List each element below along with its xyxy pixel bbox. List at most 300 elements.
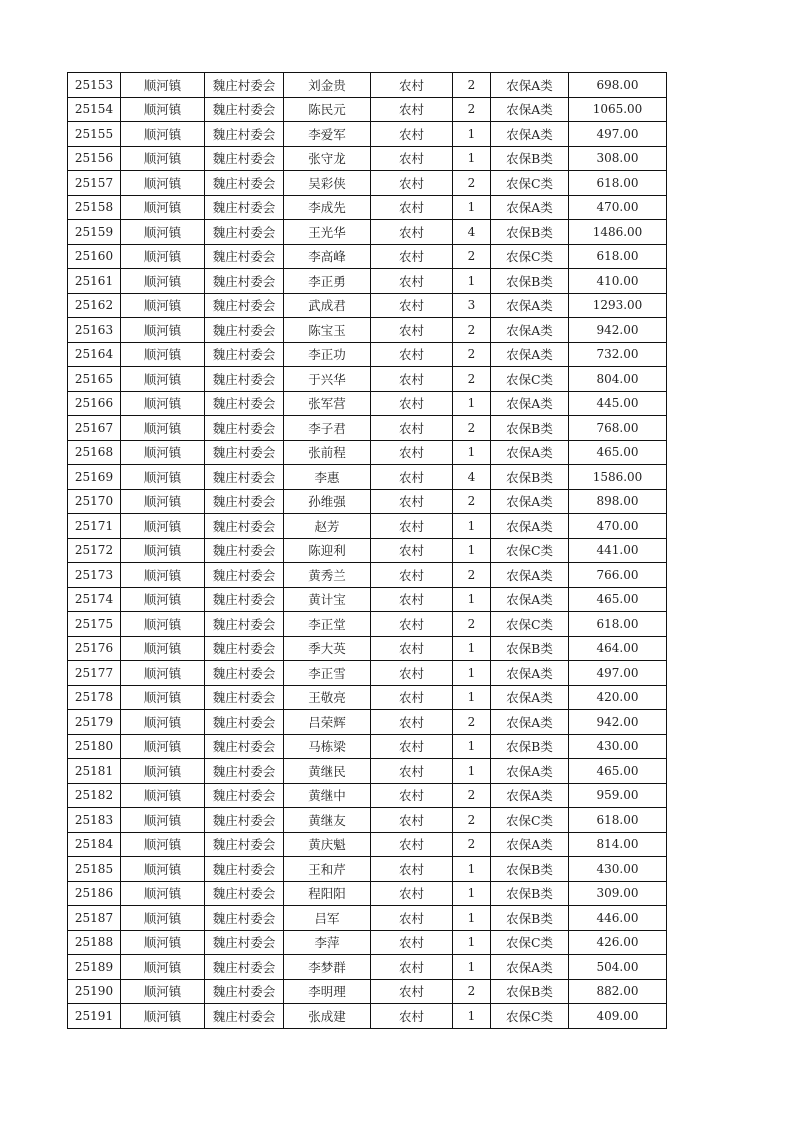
amount-cell: 465.00	[569, 440, 667, 465]
count-cell: 4	[453, 220, 491, 245]
count-cell: 2	[453, 979, 491, 1004]
table-row	[68, 808, 667, 833]
amount-cell: 618.00	[569, 612, 667, 637]
amount-cell: 465.00	[569, 759, 667, 784]
type-cell: 农村	[371, 636, 453, 661]
town-cell: 顺河镇	[121, 97, 205, 122]
name-cell: 陈民元	[284, 97, 371, 122]
amount-cell: 942.00	[569, 710, 667, 735]
category-cell: 农保A类	[491, 759, 569, 784]
village-cell: 魏庄村委会	[205, 367, 284, 392]
town-cell: 顺河镇	[121, 489, 205, 514]
data-table	[67, 72, 667, 1029]
id-cell: 25180	[68, 734, 121, 759]
count-cell: 1	[453, 759, 491, 784]
id-cell: 25154	[68, 97, 121, 122]
category-cell: 农保A类	[491, 783, 569, 808]
category-cell: 农保C类	[491, 808, 569, 833]
type-cell: 农村	[371, 391, 453, 416]
amount-cell: 1293.00	[569, 293, 667, 318]
town-cell: 顺河镇	[121, 979, 205, 1004]
village-cell: 魏庄村委会	[205, 538, 284, 563]
table-row	[68, 342, 667, 367]
table-row	[68, 881, 667, 906]
type-cell: 农村	[371, 612, 453, 637]
table-row	[68, 979, 667, 1004]
type-cell: 农村	[371, 955, 453, 980]
count-cell: 2	[453, 563, 491, 588]
id-cell: 25167	[68, 416, 121, 441]
town-cell: 顺河镇	[121, 293, 205, 318]
table-row	[68, 612, 667, 637]
village-cell: 魏庄村委会	[205, 293, 284, 318]
name-cell: 吕荣辉	[284, 710, 371, 735]
count-cell: 2	[453, 710, 491, 735]
amount-cell: 766.00	[569, 563, 667, 588]
type-cell: 农村	[371, 97, 453, 122]
count-cell: 2	[453, 489, 491, 514]
name-cell: 张军营	[284, 391, 371, 416]
amount-cell: 497.00	[569, 122, 667, 147]
name-cell: 刘金贵	[284, 73, 371, 98]
village-cell: 魏庄村委会	[205, 783, 284, 808]
id-cell: 25170	[68, 489, 121, 514]
town-cell: 顺河镇	[121, 514, 205, 539]
type-cell: 农村	[371, 710, 453, 735]
category-cell: 农保A类	[491, 685, 569, 710]
id-cell: 25178	[68, 685, 121, 710]
id-cell: 25157	[68, 171, 121, 196]
name-cell: 于兴华	[284, 367, 371, 392]
village-cell: 魏庄村委会	[205, 391, 284, 416]
table-row	[68, 832, 667, 857]
town-cell: 顺河镇	[121, 710, 205, 735]
table-row	[68, 97, 667, 122]
type-cell: 农村	[371, 220, 453, 245]
type-cell: 农村	[371, 979, 453, 1004]
count-cell: 2	[453, 342, 491, 367]
town-cell: 顺河镇	[121, 685, 205, 710]
table-row	[68, 857, 667, 882]
town-cell: 顺河镇	[121, 465, 205, 490]
amount-cell: 430.00	[569, 734, 667, 759]
category-cell: 农保B类	[491, 269, 569, 294]
amount-cell: 409.00	[569, 1004, 667, 1029]
id-cell: 25155	[68, 122, 121, 147]
type-cell: 农村	[371, 783, 453, 808]
village-cell: 魏庄村委会	[205, 685, 284, 710]
village-cell: 魏庄村委会	[205, 979, 284, 1004]
table-row	[68, 73, 667, 98]
type-cell: 农村	[371, 122, 453, 147]
category-cell: 农保C类	[491, 244, 569, 269]
type-cell: 农村	[371, 195, 453, 220]
id-cell: 25191	[68, 1004, 121, 1029]
type-cell: 农村	[371, 416, 453, 441]
id-cell: 25181	[68, 759, 121, 784]
name-cell: 王和芹	[284, 857, 371, 882]
village-cell: 魏庄村委会	[205, 881, 284, 906]
category-cell: 农保A类	[491, 661, 569, 686]
name-cell: 李萍	[284, 930, 371, 955]
amount-cell: 441.00	[569, 538, 667, 563]
town-cell: 顺河镇	[121, 587, 205, 612]
type-cell: 农村	[371, 759, 453, 784]
type-cell: 农村	[371, 73, 453, 98]
name-cell: 陈宝玉	[284, 318, 371, 343]
count-cell: 1	[453, 440, 491, 465]
type-cell: 农村	[371, 465, 453, 490]
amount-cell: 309.00	[569, 881, 667, 906]
type-cell: 农村	[371, 930, 453, 955]
amount-cell: 882.00	[569, 979, 667, 1004]
category-cell: 农保C类	[491, 930, 569, 955]
amount-cell: 814.00	[569, 832, 667, 857]
name-cell: 黄继友	[284, 808, 371, 833]
table-row	[68, 244, 667, 269]
name-cell: 李正雪	[284, 661, 371, 686]
type-cell: 农村	[371, 563, 453, 588]
amount-cell: 410.00	[569, 269, 667, 294]
count-cell: 1	[453, 146, 491, 171]
table-row	[68, 391, 667, 416]
count-cell: 2	[453, 171, 491, 196]
name-cell: 武成君	[284, 293, 371, 318]
name-cell: 王敬亮	[284, 685, 371, 710]
table-row	[68, 1004, 667, 1029]
town-cell: 顺河镇	[121, 269, 205, 294]
village-cell: 魏庄村委会	[205, 195, 284, 220]
count-cell: 1	[453, 195, 491, 220]
type-cell: 农村	[371, 881, 453, 906]
amount-cell: 1486.00	[569, 220, 667, 245]
category-cell: 农保A类	[491, 318, 569, 343]
id-cell: 25171	[68, 514, 121, 539]
count-cell: 2	[453, 612, 491, 637]
id-cell: 25160	[68, 244, 121, 269]
town-cell: 顺河镇	[121, 440, 205, 465]
table-row	[68, 269, 667, 294]
table-row	[68, 661, 667, 686]
village-cell: 魏庄村委会	[205, 489, 284, 514]
count-cell: 1	[453, 930, 491, 955]
table-row	[68, 195, 667, 220]
village-cell: 魏庄村委会	[205, 636, 284, 661]
town-cell: 顺河镇	[121, 612, 205, 637]
type-cell: 农村	[371, 832, 453, 857]
village-cell: 魏庄村委会	[205, 146, 284, 171]
category-cell: 农保C类	[491, 1004, 569, 1029]
type-cell: 农村	[371, 318, 453, 343]
village-cell: 魏庄村委会	[205, 587, 284, 612]
town-cell: 顺河镇	[121, 832, 205, 857]
table-row	[68, 146, 667, 171]
category-cell: 农保A类	[491, 122, 569, 147]
category-cell: 农保B类	[491, 220, 569, 245]
id-cell: 25174	[68, 587, 121, 612]
name-cell: 王光华	[284, 220, 371, 245]
id-cell: 25166	[68, 391, 121, 416]
town-cell: 顺河镇	[121, 318, 205, 343]
village-cell: 魏庄村委会	[205, 220, 284, 245]
name-cell: 李惠	[284, 465, 371, 490]
name-cell: 黄秀兰	[284, 563, 371, 588]
table-row	[68, 465, 667, 490]
id-cell: 25185	[68, 857, 121, 882]
table-row	[68, 367, 667, 392]
count-cell: 1	[453, 514, 491, 539]
town-cell: 顺河镇	[121, 930, 205, 955]
table-row	[68, 293, 667, 318]
type-cell: 农村	[371, 440, 453, 465]
village-cell: 魏庄村委会	[205, 269, 284, 294]
id-cell: 25168	[68, 440, 121, 465]
table-row	[68, 734, 667, 759]
category-cell: 农保B类	[491, 979, 569, 1004]
name-cell: 程阳阳	[284, 881, 371, 906]
town-cell: 顺河镇	[121, 538, 205, 563]
town-cell: 顺河镇	[121, 955, 205, 980]
town-cell: 顺河镇	[121, 146, 205, 171]
count-cell: 2	[453, 367, 491, 392]
town-cell: 顺河镇	[121, 636, 205, 661]
amount-cell: 618.00	[569, 244, 667, 269]
amount-cell: 426.00	[569, 930, 667, 955]
count-cell: 1	[453, 636, 491, 661]
name-cell: 孙维强	[284, 489, 371, 514]
id-cell: 25158	[68, 195, 121, 220]
category-cell: 农保A类	[491, 955, 569, 980]
village-cell: 魏庄村委会	[205, 734, 284, 759]
category-cell: 农保C类	[491, 171, 569, 196]
count-cell: 1	[453, 1004, 491, 1029]
category-cell: 农保B类	[491, 146, 569, 171]
amount-cell: 898.00	[569, 489, 667, 514]
type-cell: 农村	[371, 489, 453, 514]
village-cell: 魏庄村委会	[205, 832, 284, 857]
table-row	[68, 171, 667, 196]
village-cell: 魏庄村委会	[205, 97, 284, 122]
category-cell: 农保A类	[491, 710, 569, 735]
town-cell: 顺河镇	[121, 342, 205, 367]
name-cell: 李高峰	[284, 244, 371, 269]
count-cell: 3	[453, 293, 491, 318]
name-cell: 李爱军	[284, 122, 371, 147]
count-cell: 2	[453, 97, 491, 122]
village-cell: 魏庄村委会	[205, 612, 284, 637]
count-cell: 1	[453, 857, 491, 882]
type-cell: 农村	[371, 808, 453, 833]
town-cell: 顺河镇	[121, 416, 205, 441]
type-cell: 农村	[371, 269, 453, 294]
type-cell: 农村	[371, 171, 453, 196]
town-cell: 顺河镇	[121, 906, 205, 931]
type-cell: 农村	[371, 587, 453, 612]
amount-cell: 1586.00	[569, 465, 667, 490]
village-cell: 魏庄村委会	[205, 661, 284, 686]
town-cell: 顺河镇	[121, 195, 205, 220]
type-cell: 农村	[371, 685, 453, 710]
category-cell: 农保A类	[491, 832, 569, 857]
type-cell: 农村	[371, 293, 453, 318]
amount-cell: 942.00	[569, 318, 667, 343]
village-cell: 魏庄村委会	[205, 416, 284, 441]
name-cell: 季大英	[284, 636, 371, 661]
village-cell: 魏庄村委会	[205, 710, 284, 735]
town-cell: 顺河镇	[121, 367, 205, 392]
id-cell: 25183	[68, 808, 121, 833]
count-cell: 2	[453, 244, 491, 269]
town-cell: 顺河镇	[121, 783, 205, 808]
name-cell: 李梦群	[284, 955, 371, 980]
category-cell: 农保B类	[491, 416, 569, 441]
count-cell: 1	[453, 269, 491, 294]
amount-cell: 504.00	[569, 955, 667, 980]
count-cell: 1	[453, 538, 491, 563]
village-cell: 魏庄村委会	[205, 465, 284, 490]
category-cell: 农保B类	[491, 857, 569, 882]
count-cell: 1	[453, 391, 491, 416]
category-cell: 农保A类	[491, 563, 569, 588]
amount-cell: 470.00	[569, 514, 667, 539]
village-cell: 魏庄村委会	[205, 514, 284, 539]
id-cell: 25156	[68, 146, 121, 171]
name-cell: 马栋梁	[284, 734, 371, 759]
village-cell: 魏庄村委会	[205, 440, 284, 465]
category-cell: 农保C类	[491, 538, 569, 563]
village-cell: 魏庄村委会	[205, 1004, 284, 1029]
category-cell: 农保A类	[491, 342, 569, 367]
town-cell: 顺河镇	[121, 171, 205, 196]
id-cell: 25187	[68, 906, 121, 931]
id-cell: 25162	[68, 293, 121, 318]
table-row	[68, 563, 667, 588]
id-cell: 25169	[68, 465, 121, 490]
amount-cell: 308.00	[569, 146, 667, 171]
village-cell: 魏庄村委会	[205, 857, 284, 882]
amount-cell: 1065.00	[569, 97, 667, 122]
count-cell: 4	[453, 465, 491, 490]
table-row	[68, 220, 667, 245]
amount-cell: 420.00	[569, 685, 667, 710]
table-row	[68, 538, 667, 563]
table-row	[68, 514, 667, 539]
name-cell: 李正勇	[284, 269, 371, 294]
id-cell: 25176	[68, 636, 121, 661]
id-cell: 25184	[68, 832, 121, 857]
type-cell: 农村	[371, 146, 453, 171]
id-cell: 25182	[68, 783, 121, 808]
type-cell: 农村	[371, 661, 453, 686]
id-cell: 25188	[68, 930, 121, 955]
table-row	[68, 318, 667, 343]
town-cell: 顺河镇	[121, 661, 205, 686]
town-cell: 顺河镇	[121, 244, 205, 269]
village-cell: 魏庄村委会	[205, 906, 284, 931]
type-cell: 农村	[371, 538, 453, 563]
table-row	[68, 636, 667, 661]
name-cell: 黄继民	[284, 759, 371, 784]
table-row	[68, 759, 667, 784]
count-cell: 2	[453, 783, 491, 808]
category-cell: 农保A类	[491, 514, 569, 539]
count-cell: 2	[453, 808, 491, 833]
town-cell: 顺河镇	[121, 1004, 205, 1029]
name-cell: 李明理	[284, 979, 371, 1004]
name-cell: 吕军	[284, 906, 371, 931]
village-cell: 魏庄村委会	[205, 930, 284, 955]
id-cell: 25159	[68, 220, 121, 245]
id-cell: 25165	[68, 367, 121, 392]
table-row	[68, 685, 667, 710]
category-cell: 农保B类	[491, 636, 569, 661]
amount-cell: 804.00	[569, 367, 667, 392]
id-cell: 25163	[68, 318, 121, 343]
category-cell: 农保B类	[491, 906, 569, 931]
id-cell: 25177	[68, 661, 121, 686]
village-cell: 魏庄村委会	[205, 342, 284, 367]
amount-cell: 698.00	[569, 73, 667, 98]
category-cell: 农保B类	[491, 734, 569, 759]
table-row	[68, 906, 667, 931]
name-cell: 李成先	[284, 195, 371, 220]
type-cell: 农村	[371, 857, 453, 882]
amount-cell: 732.00	[569, 342, 667, 367]
name-cell: 赵芳	[284, 514, 371, 539]
count-cell: 1	[453, 955, 491, 980]
village-cell: 魏庄村委会	[205, 122, 284, 147]
category-cell: 农保C类	[491, 367, 569, 392]
id-cell: 25190	[68, 979, 121, 1004]
name-cell: 吴彩侠	[284, 171, 371, 196]
name-cell: 张守龙	[284, 146, 371, 171]
amount-cell: 768.00	[569, 416, 667, 441]
amount-cell: 959.00	[569, 783, 667, 808]
village-cell: 魏庄村委会	[205, 808, 284, 833]
town-cell: 顺河镇	[121, 391, 205, 416]
town-cell: 顺河镇	[121, 881, 205, 906]
count-cell: 1	[453, 906, 491, 931]
id-cell: 25161	[68, 269, 121, 294]
category-cell: 农保B类	[491, 881, 569, 906]
category-cell: 农保A类	[491, 391, 569, 416]
category-cell: 农保A类	[491, 195, 569, 220]
village-cell: 魏庄村委会	[205, 759, 284, 784]
type-cell: 农村	[371, 367, 453, 392]
category-cell: 农保C类	[491, 612, 569, 637]
name-cell: 黄计宝	[284, 587, 371, 612]
category-cell: 农保A类	[491, 489, 569, 514]
name-cell: 陈迎利	[284, 538, 371, 563]
count-cell: 1	[453, 122, 491, 147]
count-cell: 1	[453, 734, 491, 759]
table-row	[68, 930, 667, 955]
amount-cell: 430.00	[569, 857, 667, 882]
table-row	[68, 122, 667, 147]
id-cell: 25175	[68, 612, 121, 637]
category-cell: 农保A类	[491, 97, 569, 122]
town-cell: 顺河镇	[121, 759, 205, 784]
id-cell: 25173	[68, 563, 121, 588]
count-cell: 2	[453, 416, 491, 441]
count-cell: 1	[453, 685, 491, 710]
village-cell: 魏庄村委会	[205, 955, 284, 980]
type-cell: 农村	[371, 342, 453, 367]
table-row	[68, 587, 667, 612]
name-cell: 张成建	[284, 1004, 371, 1029]
type-cell: 农村	[371, 514, 453, 539]
name-cell: 黄继中	[284, 783, 371, 808]
